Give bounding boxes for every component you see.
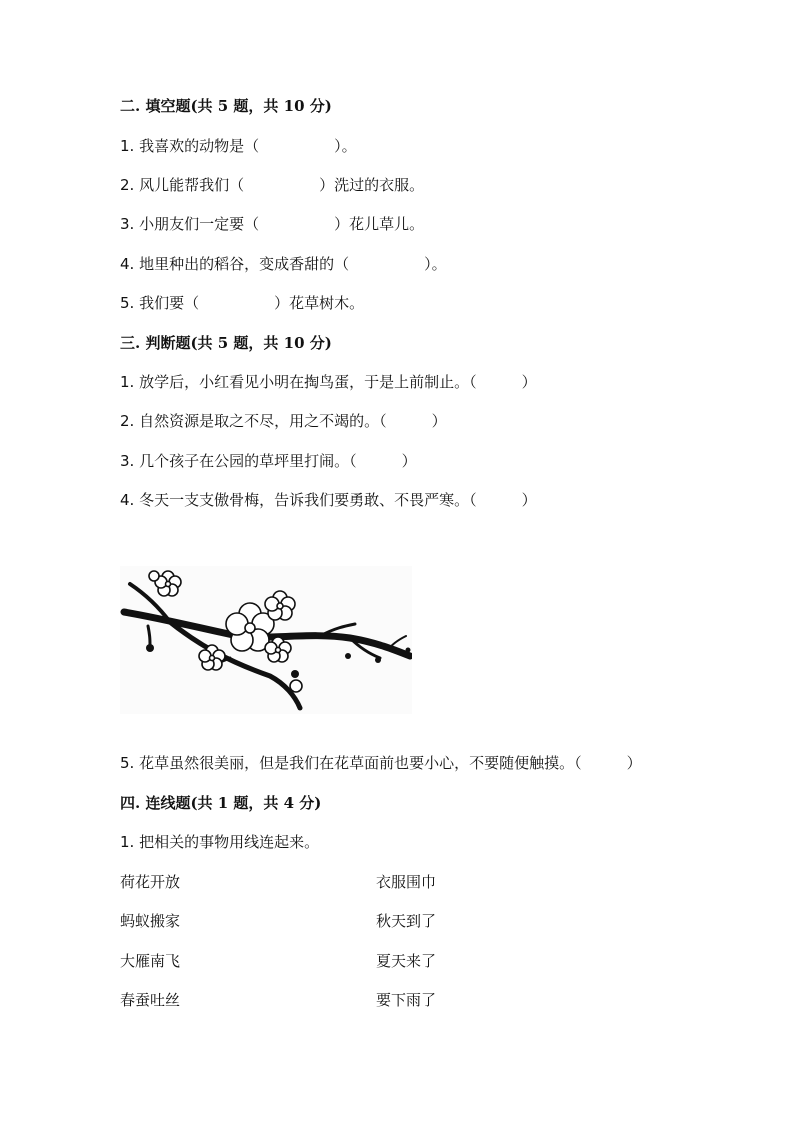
section-heading-fill-blank: 二. 填空题(共 5 题，共 10 分) xyxy=(120,97,332,115)
true-false-question-2: 2. 自然资源是取之不尽，用之不竭的。（ ） xyxy=(120,412,447,430)
plum-blossom-branch-illustration xyxy=(120,566,412,714)
matching-question: 1. 把相关的事物用线连起来。 xyxy=(120,833,320,851)
matching-right-item: 秋天到了 xyxy=(376,912,437,930)
true-false-question-3: 3. 几个孩子在公园的草坪里打闹。（ ） xyxy=(120,452,417,470)
matching-left-item: 大雁南飞 xyxy=(120,952,181,970)
fill-blank-question-3: 3. 小朋友们一定要（ ）花儿草儿。 xyxy=(120,215,425,233)
true-false-question-1: 1. 放学后，小红看见小明在掏鸟蛋，于是上前制止。（ ） xyxy=(120,373,537,391)
matching-left-item: 荷花开放 xyxy=(120,873,181,891)
section-heading-true-false: 三. 判断题(共 5 题，共 10 分) xyxy=(120,334,332,352)
fill-blank-question-5: 5. 我们要（ ）花草树木。 xyxy=(120,294,365,312)
fill-blank-question-2: 2. 风儿能帮我们（ ）洗过的衣服。 xyxy=(120,176,425,194)
fill-blank-question-1: 1. 我喜欢的动物是（ ）。 xyxy=(120,137,357,155)
matching-right-item: 衣服围巾 xyxy=(376,873,437,891)
matching-left-item: 蚂蚁搬家 xyxy=(120,912,181,930)
matching-right-item: 夏天来了 xyxy=(376,952,437,970)
fill-blank-question-4: 4. 地里种出的稻谷，变成香甜的（ ）。 xyxy=(120,255,447,273)
matching-left-item: 春蚕吐丝 xyxy=(120,991,181,1009)
section-heading-matching: 四. 连线题(共 1 题，共 4 分) xyxy=(120,794,322,812)
true-false-question-4: 4. 冬天一支支傲骨梅，告诉我们要勇敢、不畏严寒。（ ） xyxy=(120,491,537,509)
true-false-question-5: 5. 花草虽然很美丽，但是我们在花草面前也要小心，不要随便触摸。（ ） xyxy=(120,754,642,772)
matching-right-item: 要下雨了 xyxy=(376,991,437,1009)
